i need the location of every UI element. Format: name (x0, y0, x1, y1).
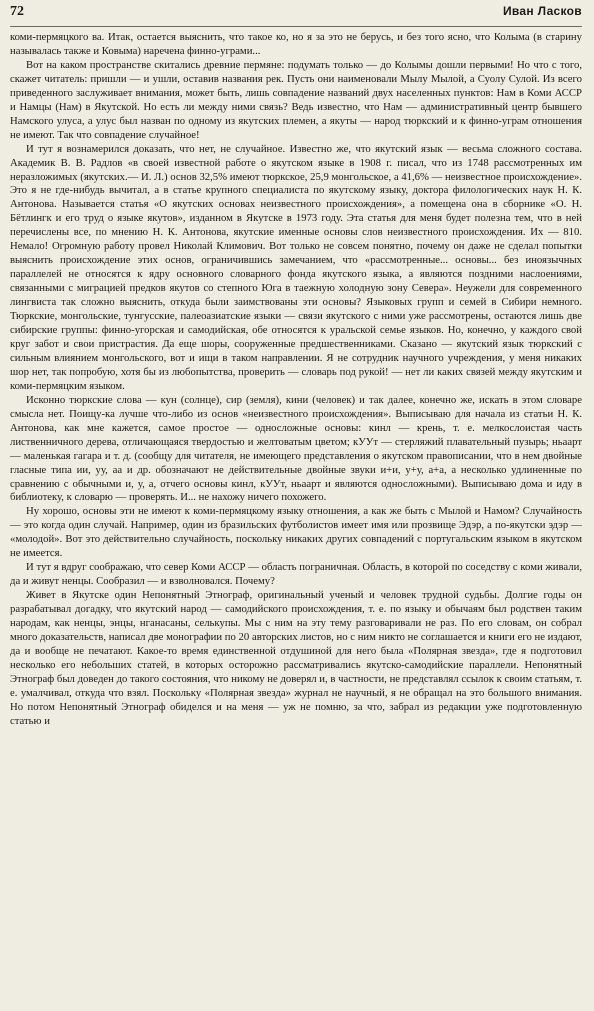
page-header (10, 4, 582, 27)
page-number: 72 (10, 4, 24, 19)
paragraph-5: Ну хорошо, основы эти не имеют к коми-пермяцкому языку отношения, а как же быть с Мылой и Намом? Случайность — это когда один случай. Например, один из бразильских футболистов имеет имя или прозвище Эдэр, а по-якутски эдэр — «молодой». Вот это действительно случайность, поскольку никаких других совпадений с португальским языком в якутском не имеется. (10, 505, 582, 560)
paragraph-3: И тут я вознамерился доказать, что нет, не случайное. Известно же, что якутский язык — весьма сложного состава. Академик В. В. Радлов «в своей известной работе о якутском языке в 1908 г. писал, что из 1748 рассмотренных им неразложимых (якутских.— И. Л.) основ 32,5% имеют тюркское, 25,9 монгольское, а 41,6% — неизвестное происхождение». Это я не где-нибудь вычитал, а в статье крупного специалиста по якутскому языку, доктора филологических наук Н. К. Антонова. Называется статья «О якутских основах неизвестного происхождения», а помещена она в сборнике «О. Н. Бётлингк и его труд о языке якутов», изданном в Якутске в 1973 году. Эта статья для меня будет полезна тем, что в ней перечислены все, по мнению Н. К. Антонова, якутские именные основы слов неизвестного происхождения. Их — 810. Немало! Огромную работу провел Николай Климович. Вот только не совсем понятно, почему он даже не сделал попытки выяснить происхождение этих основ, ограничившись замечанием, что «рассмотренные... основы... без иноязычных параллелей не относятся к ядру основного словарного фонда якутского языка, а являются поздними наслоениями, связанными с миграцией предков якутов со степного Юга в таежную холодную зону Севера». Неужели для современного лингвиста так сложно выяснить, откуда были заимствованы эти основы? Языковых групп и семей в Сибири немного. Тюркские, монгольские, тунгусские, палеоазиатские языки — связи якутского с ними уже рассмотрены, остаются лишь две сибирские группы: финно-угорская и самодийская, обе относятся к уральской семье языков. Но, конечно, у каждого свой круг забот и свои пристрастия. Да еще шоры, сооруженные предшественниками. Сказано — якутский язык тюркский с сильным влиянием монгольского, вот и ищи в таком направлении. Я не сотрудник научного учреждения, у меня никаких шор нет, так попробую, хотя бы из любопытства, проверить — словарь под рукой! — нет ли каких связей между якутским и коми-пермяцким языком. (10, 142, 582, 392)
paragraph-6: И тут я вдруг соображаю, что север Коми АССР — область пограничная. Область, в которой по соседству с коми живали, да и живут ненцы. Сообразил — и взволновался. Почему? (10, 561, 582, 588)
paragraph-7: Живет в Якутске один Непонятный Этнограф, оригинальный ученый и человек трудной судьбы. Долгие годы он разрабатывал догадку, что якутский народ — самодийского происхождения, т. е. по языку и обычаям был родствен таким народам, как ненцы, энцы, нганасаны, селькупы. Мы с ним на эту тему разговаривали не раз. По его словам, он собрал много доказательств, написал две монографии по 20 авторских листов, но с ним никто не соглашается и книги его не издают, да и вообще не печатают. Какое-то время единственной отдушиной для него была «Полярная звезда», где я подготовил несколько его небольших статей, в которых осторожно рассматривались якутско-самодийские параллели. Непонятный Этнограф был доведен до такого состояния, что никому не доверял и, в частности, не представлял ссылок к своим статьям, т. е. умалчивал, откуда что взял. Поскольку «Полярная звезда» журнал не научный, я не обращал на это большого внимания. Но потом Непонятный Этнограф обиделся и на меня — уж не помню, за что, забрал из редакции уже подготовленную статью и (10, 589, 582, 727)
paragraph-4: Исконно тюркские слова — кун (солнце), сир (земля), кини (человек) и так далее, конечно же, искать в этом словаре смысла нет. Поищу-ка лучше что-либо из основ «неизвестного происхождения». Выписываю для начала из статьи Н. К. Антонова, как мне кажется, самое простое — односложные основы: кинл — крень, т. е. мелкослоистая часть лиственничного дерева, отличающаяся твердостью и желтоватым цветом; кУУт — стерляжий плавательный пузырь; ньаарт — маленькая гагара и т. д. (сообщу для читателя, не имеющего представления о якутском правописании, что в нем двойные гласные типа ии, уу, аа и др. обозначают не действительные двойные звуки и+и, у+у, а+а, а несколько удлиненные по сравнению с обычными и, у, а, отчего основы кинл, кУУт, ньаарт и являются односложными). Выписываю дома и иду в библиотеку, к словарю — проверять. И... не нахожу ничего похожего. (10, 393, 582, 504)
paragraph-2: Вот на каком пространстве скитались древние пермяне: подумать только — до Колымы дошли первыми! Но что с того, скажет читатель: пришли — и ушли, оставив названия рек. Пусть они наименовали Мылу Мылой, а Суолу Сулой. Из всего приведенного заслуживает внимания, может быть, лишь совпадение названий двух населенных пунктов: Нам в Коми АССР и Намцы (Нам) в Якутской. Но есть ли между ними связь? Ведь известно, что Нам — административный центр бывшего Намского улуса, а улус был назван по одному из якутских племен, а якуты — народ тюркский и к финно-уграм отношения не имеют. Так что совпадение случайное! (10, 58, 582, 141)
running-head-author: Иван Ласков (502, 4, 582, 18)
paragraph-1: коми-пермяцкого ва. Итак, остается выяснить, что такое ко, но я за это не берусь, и без того ясно, что Колыма (в старину называлась также и Ковыма) наречена финно-уграми... (10, 31, 582, 57)
body-text (10, 31, 582, 729)
